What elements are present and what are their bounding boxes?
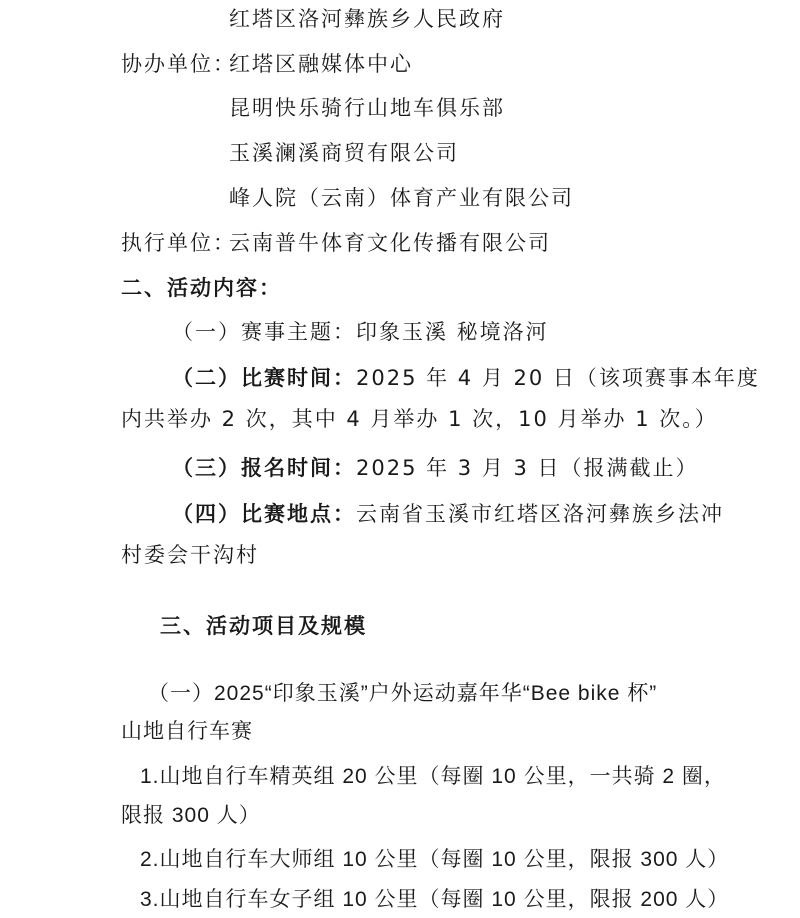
venue-value-line1: 云南省玉溪市红塔区洛河彝族乡法冲 (356, 502, 724, 526)
theme-label: （一）赛事主题： (172, 320, 356, 344)
executor-label: 执行单位： (121, 231, 236, 255)
signup-value: 2025 年 3 月 3 日（报满截止） (356, 456, 699, 480)
co-organizer-1: 红塔区融媒体中心 (229, 52, 413, 76)
event-title-line2: 山地自行车赛 (121, 720, 253, 743)
item-1-line1: 1.山地自行车精英组 20 公里（每圈 10 公里，一共骑 2 圈， (140, 765, 726, 788)
section-3-heading: 三、活动项目及规模 (160, 614, 367, 638)
co-organizer-label: 协办单位： (121, 52, 236, 76)
signup-row (172, 454, 699, 482)
executor-unit: 云南普牛体育文化传播有限公司 (229, 231, 551, 255)
venue-row (172, 500, 724, 528)
co-organizer-3: 玉溪澜溪商贸有限公司 (229, 141, 459, 165)
theme-value: 印象玉溪 秘境洛河 (356, 320, 549, 344)
co-organizer-4: 峰人院（云南）体育产业有限公司 (229, 186, 574, 210)
time-value-line2: 内共举办 2 次，其中 4 月举办 1 次，10 月举办 1 次。） (121, 407, 718, 431)
section-2-heading: 二、活动内容： (121, 276, 282, 300)
signup-label: （三）报名时间： (172, 456, 356, 480)
time-label: （二）比赛时间： (172, 366, 356, 390)
theme-row (172, 318, 549, 346)
time-value-line1: 2025 年 4 月 20 日（该项赛事本年度 (356, 366, 760, 390)
venue-value-line2: 村委会干沟村 (121, 543, 259, 567)
event-title-line1: （一）2025“印象玉溪”户外运动嘉年华“Bee bike 杯” (148, 682, 658, 705)
time-row (172, 364, 760, 392)
item-1-line2: 限报 300 人） (121, 804, 261, 827)
co-organizer-2: 昆明快乐骑行山地车俱乐部 (229, 96, 505, 120)
item-2: 2.山地自行车大师组 10 公里（每圈 10 公里，限报 300 人） (140, 848, 730, 871)
item-3: 3.山地自行车女子组 10 公里（每圈 10 公里，限报 200 人） (140, 888, 730, 911)
host-unit-continued: 红塔区洛河彝族乡人民政府 (229, 7, 505, 31)
venue-label: （四）比赛地点： (172, 502, 356, 526)
